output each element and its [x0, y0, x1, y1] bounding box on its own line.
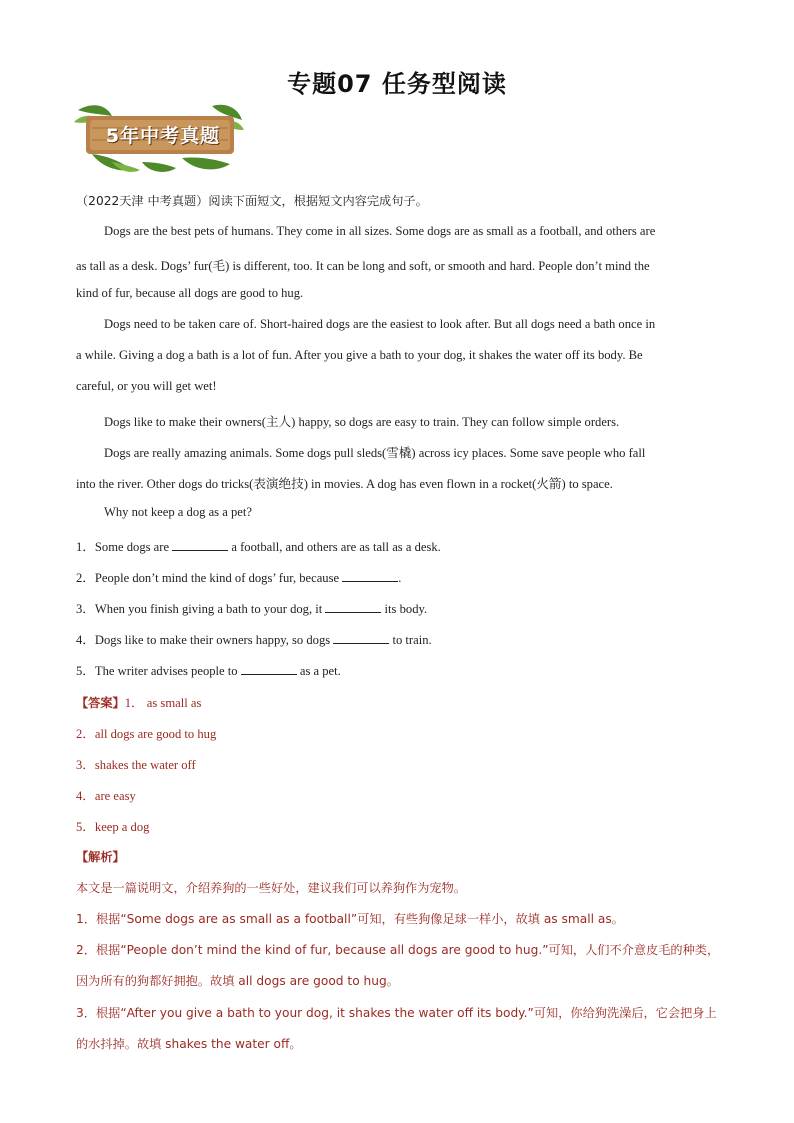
passage-line: Why not keep a dog as a pet? [104, 505, 252, 519]
answer-item: 1． as small as [124, 696, 202, 710]
passage-line: kind of fur, because all dogs are good to hug. [76, 286, 304, 300]
answer-blank [342, 571, 398, 582]
passage-line: as tall as a desk. Dogs’ fur(毛) is different, too. It can be long and soft, or smooth and hard. People don’t mind the [76, 259, 650, 273]
question-suffix: its body. [381, 602, 428, 616]
answer-row [76, 692, 726, 711]
answer-blank [241, 664, 297, 675]
question-item [76, 567, 726, 586]
page-title: 专题07 任务型阅读 [287, 70, 507, 98]
passage-line: Dogs like to make their owners(主人) happy, so dogs are easy to train. They can follow simple orders. [104, 415, 620, 429]
passage-line: Dogs are really amazing animals. Some dogs pull sleds(雪橇) across icy places. Some save people who fall [104, 446, 646, 460]
answer-item: 5．keep a dog [76, 820, 150, 834]
answer-blank [325, 602, 381, 613]
question-item [76, 598, 726, 617]
question-item [76, 660, 726, 679]
analysis-line: 3．根据“After you give a bath to your dog, it shakes the water off its body.”可知，你给狗洗澡后，它会把身上 [76, 1006, 717, 1020]
analysis-line: 的水抖掉。故填 shakes the water off。 [76, 1037, 302, 1051]
passage-line: careful, or you will get wet! [76, 379, 217, 393]
question-prefix: 3．When you finish giving a bath to your dog, it [76, 602, 326, 616]
answer-item: 3．shakes the water off [76, 758, 196, 772]
banner-label: 5年中考真题 [105, 125, 221, 147]
question-item [76, 629, 726, 648]
answer-label: 【答案】 [76, 696, 125, 710]
answer-item: 2．all dogs are good to hug [76, 727, 217, 741]
analysis-line: 因为所有的狗都好拥抱。故填 all dogs are good to hug。 [76, 974, 399, 988]
question-suffix: . [398, 571, 402, 585]
passage-line: Dogs need to be taken care of. Short-haired dogs are the easiest to look after. But all dogs need a bath once in [104, 317, 656, 331]
analysis-label: 【解析】 [76, 850, 125, 864]
intro-text: （2022天津 中考真题）阅读下面短文，根据短文内容完成句子。 [76, 194, 428, 208]
question-suffix: as a pet. [296, 664, 341, 678]
answer-blank [172, 540, 228, 551]
question-item [76, 536, 726, 555]
question-suffix: a football, and others are as tall as a desk. [228, 540, 441, 554]
question-prefix: 1．Some dogs are [76, 540, 173, 554]
question-prefix: 5．The writer advises people to [76, 664, 241, 678]
question-suffix: to train. [389, 633, 432, 647]
passage-line: Dogs are the best pets of humans. They come in all sizes. Some dogs are as small as a football, and others are [104, 224, 656, 238]
analysis-line: 1．根据“Some dogs are as small as a football”可知，有些狗像足球一样小，故填 as small as。 [76, 912, 624, 926]
question-prefix: 2．People don’t mind the kind of dogs’ fur, because [76, 571, 343, 585]
passage-line: into the river. Other dogs do tricks(表演绝技) in movies. A dog has even flown in a rocket(火箭) to space. [76, 477, 613, 491]
answer-item: 4．are easy [76, 789, 136, 803]
answer-blank [333, 633, 389, 644]
analysis-summary: 本文是一篇说明文，介绍养狗的一些好处，建议我们可以养狗作为宠物。 [76, 881, 466, 895]
passage-line: a while. Giving a dog a bath is a lot of fun. After you give a bath to your dog, it shakes the water off its body. Be [76, 348, 643, 362]
analysis-line: 2．根据“People don’t mind the kind of fur, because all dogs are good to hug.”可知，人们不介意皮毛的种类， [76, 943, 720, 957]
question-prefix: 4．Dogs like to make their owners happy, so dogs [76, 633, 334, 647]
